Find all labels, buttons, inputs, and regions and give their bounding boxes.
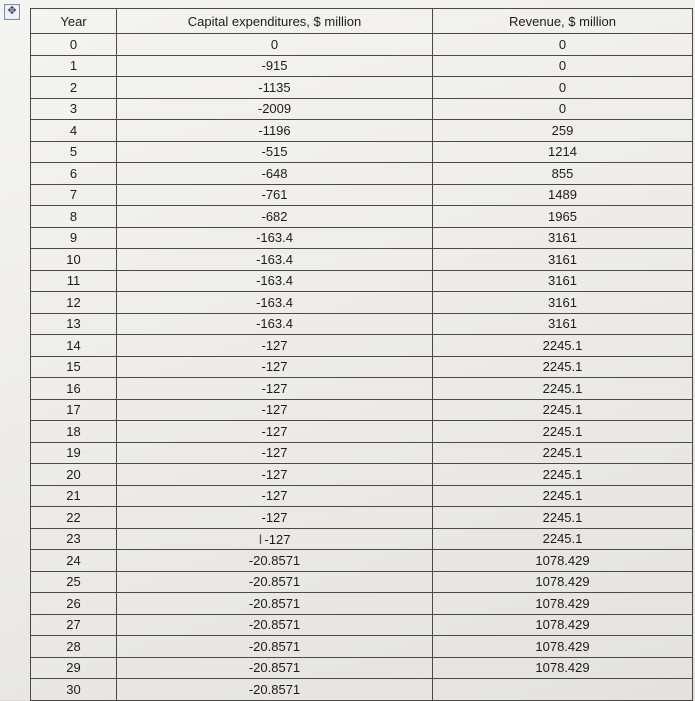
table-row — [31, 34, 693, 56]
cell-capital-expenditure[interactable]: -915 — [117, 55, 433, 77]
table-row — [31, 163, 693, 185]
cell-revenue[interactable]: 2245.1 — [433, 464, 693, 486]
cell-capital-expenditure[interactable]: -761 — [117, 184, 433, 206]
cell-revenue[interactable]: 3161 — [433, 249, 693, 271]
table-row — [31, 550, 693, 572]
table-row — [31, 442, 693, 464]
table-row — [31, 55, 693, 77]
cell-revenue[interactable]: 3161 — [433, 227, 693, 249]
cell-year[interactable]: 16 — [31, 378, 117, 400]
cell-revenue[interactable]: 1078.429 — [433, 657, 693, 679]
table-row — [31, 249, 693, 271]
table-row — [31, 141, 693, 163]
cell-revenue[interactable]: 2245.1 — [433, 356, 693, 378]
cell-capital-expenditure[interactable]: -127 — [117, 378, 433, 400]
cell-revenue[interactable]: 0 — [433, 55, 693, 77]
cell-revenue[interactable]: 2245.1 — [433, 485, 693, 507]
table-move-handle-icon[interactable]: ✥ — [4, 4, 20, 20]
cell-revenue[interactable]: 2245.1 — [433, 442, 693, 464]
cell-revenue[interactable]: 855 — [433, 163, 693, 185]
cell-value: -127 — [264, 531, 291, 547]
cell-revenue[interactable]: 2245.1 — [433, 528, 693, 550]
table-row — [31, 657, 693, 679]
cell-year[interactable]: 30 — [31, 679, 117, 701]
cell-capital-expenditure[interactable] — [117, 528, 433, 550]
header-year[interactable]: Year — [31, 9, 117, 34]
cell-revenue[interactable]: 259 — [433, 120, 693, 142]
cell-capital-expenditure[interactable]: -127 — [117, 421, 433, 443]
cell-year[interactable]: 12 — [31, 292, 117, 314]
table-row — [31, 593, 693, 615]
table-row — [31, 120, 693, 142]
table-row — [31, 313, 693, 335]
table-row — [31, 378, 693, 400]
cell-capital-expenditure[interactable]: -127 — [117, 507, 433, 529]
table-header-row — [31, 9, 693, 34]
cell-year[interactable]: 22 — [31, 507, 117, 529]
cell-capital-expenditure[interactable]: -163.4 — [117, 249, 433, 271]
cell-revenue[interactable]: 0 — [433, 77, 693, 99]
cell-revenue[interactable]: 1214 — [433, 141, 693, 163]
table-row — [31, 98, 693, 120]
cell-year[interactable]: 21 — [31, 485, 117, 507]
cell-year[interactable]: 24 — [31, 550, 117, 572]
header-revenue[interactable]: Revenue, $ million — [433, 9, 693, 34]
cell-capital-expenditure[interactable]: -127 — [117, 485, 433, 507]
cell-year[interactable]: 13 — [31, 313, 117, 335]
cell-year[interactable]: 2 — [31, 77, 117, 99]
cell-revenue[interactable]: 2245.1 — [433, 399, 693, 421]
cell-year[interactable]: 29 — [31, 657, 117, 679]
cell-year[interactable]: 17 — [31, 399, 117, 421]
cell-year[interactable]: 6 — [31, 163, 117, 185]
cell-capital-expenditure[interactable]: -20.8571 — [117, 550, 433, 572]
cell-year[interactable]: 14 — [31, 335, 117, 357]
cell-year[interactable]: 15 — [31, 356, 117, 378]
cell-capital-expenditure[interactable]: -127 — [117, 399, 433, 421]
cell-year[interactable]: 23 — [31, 528, 117, 550]
cell-revenue[interactable]: 1078.429 — [433, 614, 693, 636]
cell-capital-expenditure[interactable]: -127 — [117, 442, 433, 464]
table-row — [31, 227, 693, 249]
table-row — [31, 356, 693, 378]
cell-revenue[interactable]: 3161 — [433, 292, 693, 314]
cell-capital-expenditure[interactable]: -163.4 — [117, 292, 433, 314]
text-cursor-icon: I — [258, 530, 263, 547]
cell-capital-expenditure[interactable]: -1196 — [117, 120, 433, 142]
cell-year[interactable]: 4 — [31, 120, 117, 142]
cell-year[interactable]: 20 — [31, 464, 117, 486]
table-row — [31, 270, 693, 292]
cell-capital-expenditure[interactable]: -648 — [117, 163, 433, 185]
table-row — [31, 571, 693, 593]
cell-capital-expenditure[interactable]: -20.8571 — [117, 614, 433, 636]
cell-revenue[interactable]: 1078.429 — [433, 571, 693, 593]
header-capital-expenditures[interactable]: Capital expenditures, $ million — [117, 9, 433, 34]
table-row — [31, 528, 693, 550]
cell-capital-expenditure[interactable]: -20.8571 — [117, 593, 433, 615]
table-row — [31, 77, 693, 99]
cell-capital-expenditure[interactable]: -20.8571 — [117, 657, 433, 679]
cell-revenue[interactable]: 2245.1 — [433, 507, 693, 529]
table-row — [31, 464, 693, 486]
cell-capital-expenditure[interactable]: -682 — [117, 206, 433, 228]
cell-revenue[interactable]: 2245.1 — [433, 335, 693, 357]
table-row — [31, 485, 693, 507]
table-row — [31, 292, 693, 314]
table-row — [31, 636, 693, 658]
cell-revenue[interactable]: 1078.429 — [433, 593, 693, 615]
cell-capital-expenditure[interactable]: -127 — [117, 356, 433, 378]
cell-year[interactable]: 27 — [31, 614, 117, 636]
cell-revenue[interactable]: 1078.429 — [433, 550, 693, 572]
cell-year[interactable]: 25 — [31, 571, 117, 593]
table-row — [31, 184, 693, 206]
cell-capital-expenditure[interactable]: -20.8571 — [117, 636, 433, 658]
cell-revenue[interactable]: 3161 — [433, 313, 693, 335]
cell-capital-expenditure[interactable]: -20.8571 — [117, 571, 433, 593]
cell-capital-expenditure[interactable]: -127 — [117, 335, 433, 357]
table-row — [31, 335, 693, 357]
cell-capital-expenditure[interactable]: -163.4 — [117, 270, 433, 292]
cell-revenue[interactable]: 3161 — [433, 270, 693, 292]
cell-capital-expenditure[interactable]: -127 — [117, 464, 433, 486]
cell-revenue[interactable]: 2245.1 — [433, 378, 693, 400]
cell-year[interactable]: 18 — [31, 421, 117, 443]
table-row — [31, 679, 693, 701]
cell-revenue[interactable]: 2245.1 — [433, 421, 693, 443]
cell-year[interactable]: 8 — [31, 206, 117, 228]
cell-revenue[interactable]: 0 — [433, 98, 693, 120]
cell-year[interactable]: 26 — [31, 593, 117, 615]
cell-capital-expenditure[interactable]: -1135 — [117, 77, 433, 99]
cell-capital-expenditure[interactable]: -2009 — [117, 98, 433, 120]
table-body — [31, 34, 693, 701]
cell-year[interactable]: 0 — [31, 34, 117, 56]
cell-capital-expenditure[interactable]: -515 — [117, 141, 433, 163]
cell-capital-expenditure[interactable]: -163.4 — [117, 313, 433, 335]
cell-year[interactable]: 28 — [31, 636, 117, 658]
cell-capital-expenditure[interactable]: -20.8571 — [117, 679, 433, 701]
cell-revenue[interactable] — [433, 679, 693, 701]
table-row — [31, 206, 693, 228]
table-row — [31, 421, 693, 443]
cell-year[interactable]: 19 — [31, 442, 117, 464]
cell-year[interactable]: 7 — [31, 184, 117, 206]
cell-revenue[interactable]: 1965 — [433, 206, 693, 228]
table-row — [31, 399, 693, 421]
cell-year[interactable]: 9 — [31, 227, 117, 249]
data-table — [30, 8, 693, 701]
cell-year[interactable]: 3 — [31, 98, 117, 120]
cell-capital-expenditure[interactable]: -163.4 — [117, 227, 433, 249]
cell-revenue[interactable]: 1078.429 — [433, 636, 693, 658]
cell-capital-expenditure[interactable]: 0 — [117, 34, 433, 56]
cell-year[interactable]: 5 — [31, 141, 117, 163]
cell-year[interactable]: 1 — [31, 55, 117, 77]
cell-revenue[interactable]: 1489 — [433, 184, 693, 206]
table-row — [31, 507, 693, 529]
cell-year[interactable]: 11 — [31, 270, 117, 292]
cell-revenue[interactable]: 0 — [433, 34, 693, 56]
table-row — [31, 614, 693, 636]
cell-year[interactable]: 10 — [31, 249, 117, 271]
